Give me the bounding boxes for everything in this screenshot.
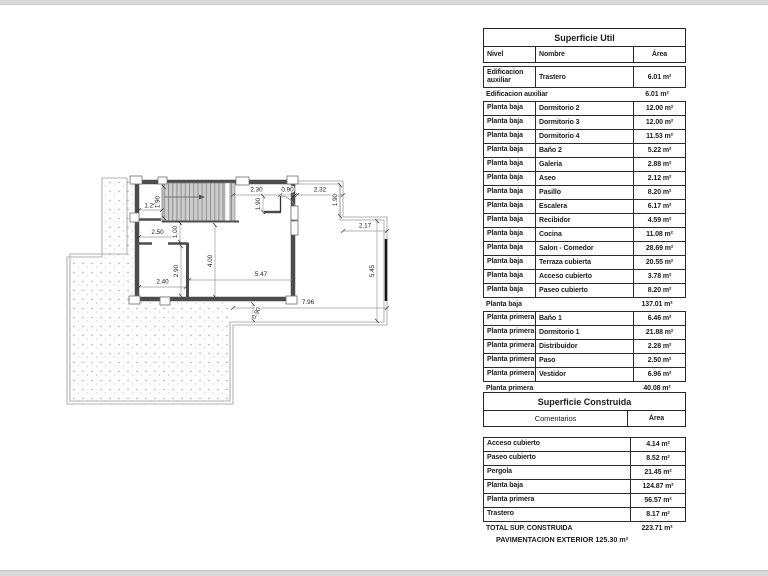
table-title: Superficie Util (484, 29, 685, 47)
table-row: Planta baja Dormitorio 2 12.00 m² (483, 101, 686, 116)
staircase (162, 183, 235, 222)
column-headers (484, 47, 685, 62)
table-row: Planta baja Escalera 6.17 m² (483, 199, 686, 214)
table-row: Planta baja Pasillo 8.20 m² (483, 185, 686, 200)
col-header-area: Área (648, 415, 665, 422)
table-row: Planta primera Baño 1 6.46 m² (483, 311, 686, 326)
dim-label: 0.90 (281, 186, 294, 194)
dim-label: 0.90 (250, 306, 263, 321)
total-row: TOTAL SUP. CONSTRUIDA 223.71 m² (483, 522, 686, 535)
col-header-nivel: Nivel (484, 47, 536, 62)
table-row: Trastero 8.17 m² (483, 507, 686, 522)
table-row: Planta baja Dormitorio 3 12.00 m² (483, 115, 686, 130)
dim-label: 2.40 (156, 278, 169, 286)
table-row: Acceso cubierto 4.14 m² (483, 437, 686, 452)
dim-label: 7.96 (301, 299, 315, 306)
superficie-construida-rows (483, 437, 686, 535)
dim-label: 5.47 (254, 271, 268, 278)
dim-label: 1.20 (144, 202, 157, 210)
dim-label: 2.32 (313, 186, 327, 194)
col-header-comentarios: Comentarios (484, 411, 628, 426)
column-headers (484, 411, 685, 426)
table-row: Planta primera Distribuidor 2.28 m² (483, 339, 686, 354)
table-row: Planta baja Cocina 11.08 m² (483, 227, 686, 242)
dim-label: 2.50 (151, 229, 164, 236)
table-title: Superficie Construida (484, 393, 685, 411)
dim-label: 1.00 (172, 225, 179, 239)
superficie-util-rows (483, 66, 686, 408)
table-row: Planta baja Paseo cubierto 8.20 m² (483, 283, 686, 298)
table-row: Planta baja 124.87 m² (483, 479, 686, 494)
table-row: Planta primera 56.57 m² (483, 493, 686, 508)
table-row: Planta baja Salon - Comedor 28.69 m² (483, 241, 686, 256)
subtotal-row: Planta primera 40.08 m² (483, 382, 686, 395)
bottom-window-strip (0, 570, 768, 576)
dim-label: 1.90 (332, 193, 339, 207)
table-row: Planta baja Galeria 2.88 m² (483, 157, 686, 172)
table-row: Paseo cubierto 8.52 m² (483, 451, 686, 466)
table-row: Edificacion auxiliar Trastero 6.01 m² (483, 66, 686, 88)
superficie-util-table (483, 28, 686, 408)
dim-label: 2.17 (358, 222, 372, 230)
col-header-nombre: Nombre (536, 47, 634, 62)
table-row: Planta baja Recibidor 4.59 m² (483, 213, 686, 228)
table-row: Planta baja Dormitorio 4 11.53 m² (483, 129, 686, 144)
col-header-area: Área (651, 51, 668, 58)
table-row: Planta primera Paso 2.50 m² (483, 353, 686, 368)
dim-label: 4.00 (207, 254, 214, 268)
table-row: Planta primera Dormitorio 1 21.88 m² (483, 325, 686, 340)
table-row: Planta baja Aseo 2.12 m² (483, 171, 686, 186)
table-row: Planta baja Terraza cubierta 20.55 m² (483, 255, 686, 270)
dim-label: 1.90 (255, 197, 262, 211)
pavement-note: PAVIMENTACION EXTERIOR 125.30 m² (496, 535, 629, 544)
dim-label: 5.45 (369, 264, 376, 278)
dim-label: 2.90 (173, 264, 180, 278)
superficie-construida-table (483, 392, 686, 535)
subtotal-row: Planta baja 137.01 m² (483, 298, 686, 311)
table-row: Planta primera Vestidor 6.96 m² (483, 367, 686, 382)
table-row: Planta baja Acceso cubierto 3.78 m² (483, 269, 686, 284)
table-row: Pergola 21.45 m² (483, 465, 686, 480)
superficie-construida-header (483, 392, 686, 427)
subtotal-row: Edificacion auxiliar 6.01 m² (483, 88, 686, 101)
superficie-util-header (483, 28, 686, 63)
dim-label: 2.30 (250, 186, 263, 194)
dim-label: 1.90 (154, 195, 162, 209)
table-row: Planta baja Baño 2 5.22 m² (483, 143, 686, 158)
